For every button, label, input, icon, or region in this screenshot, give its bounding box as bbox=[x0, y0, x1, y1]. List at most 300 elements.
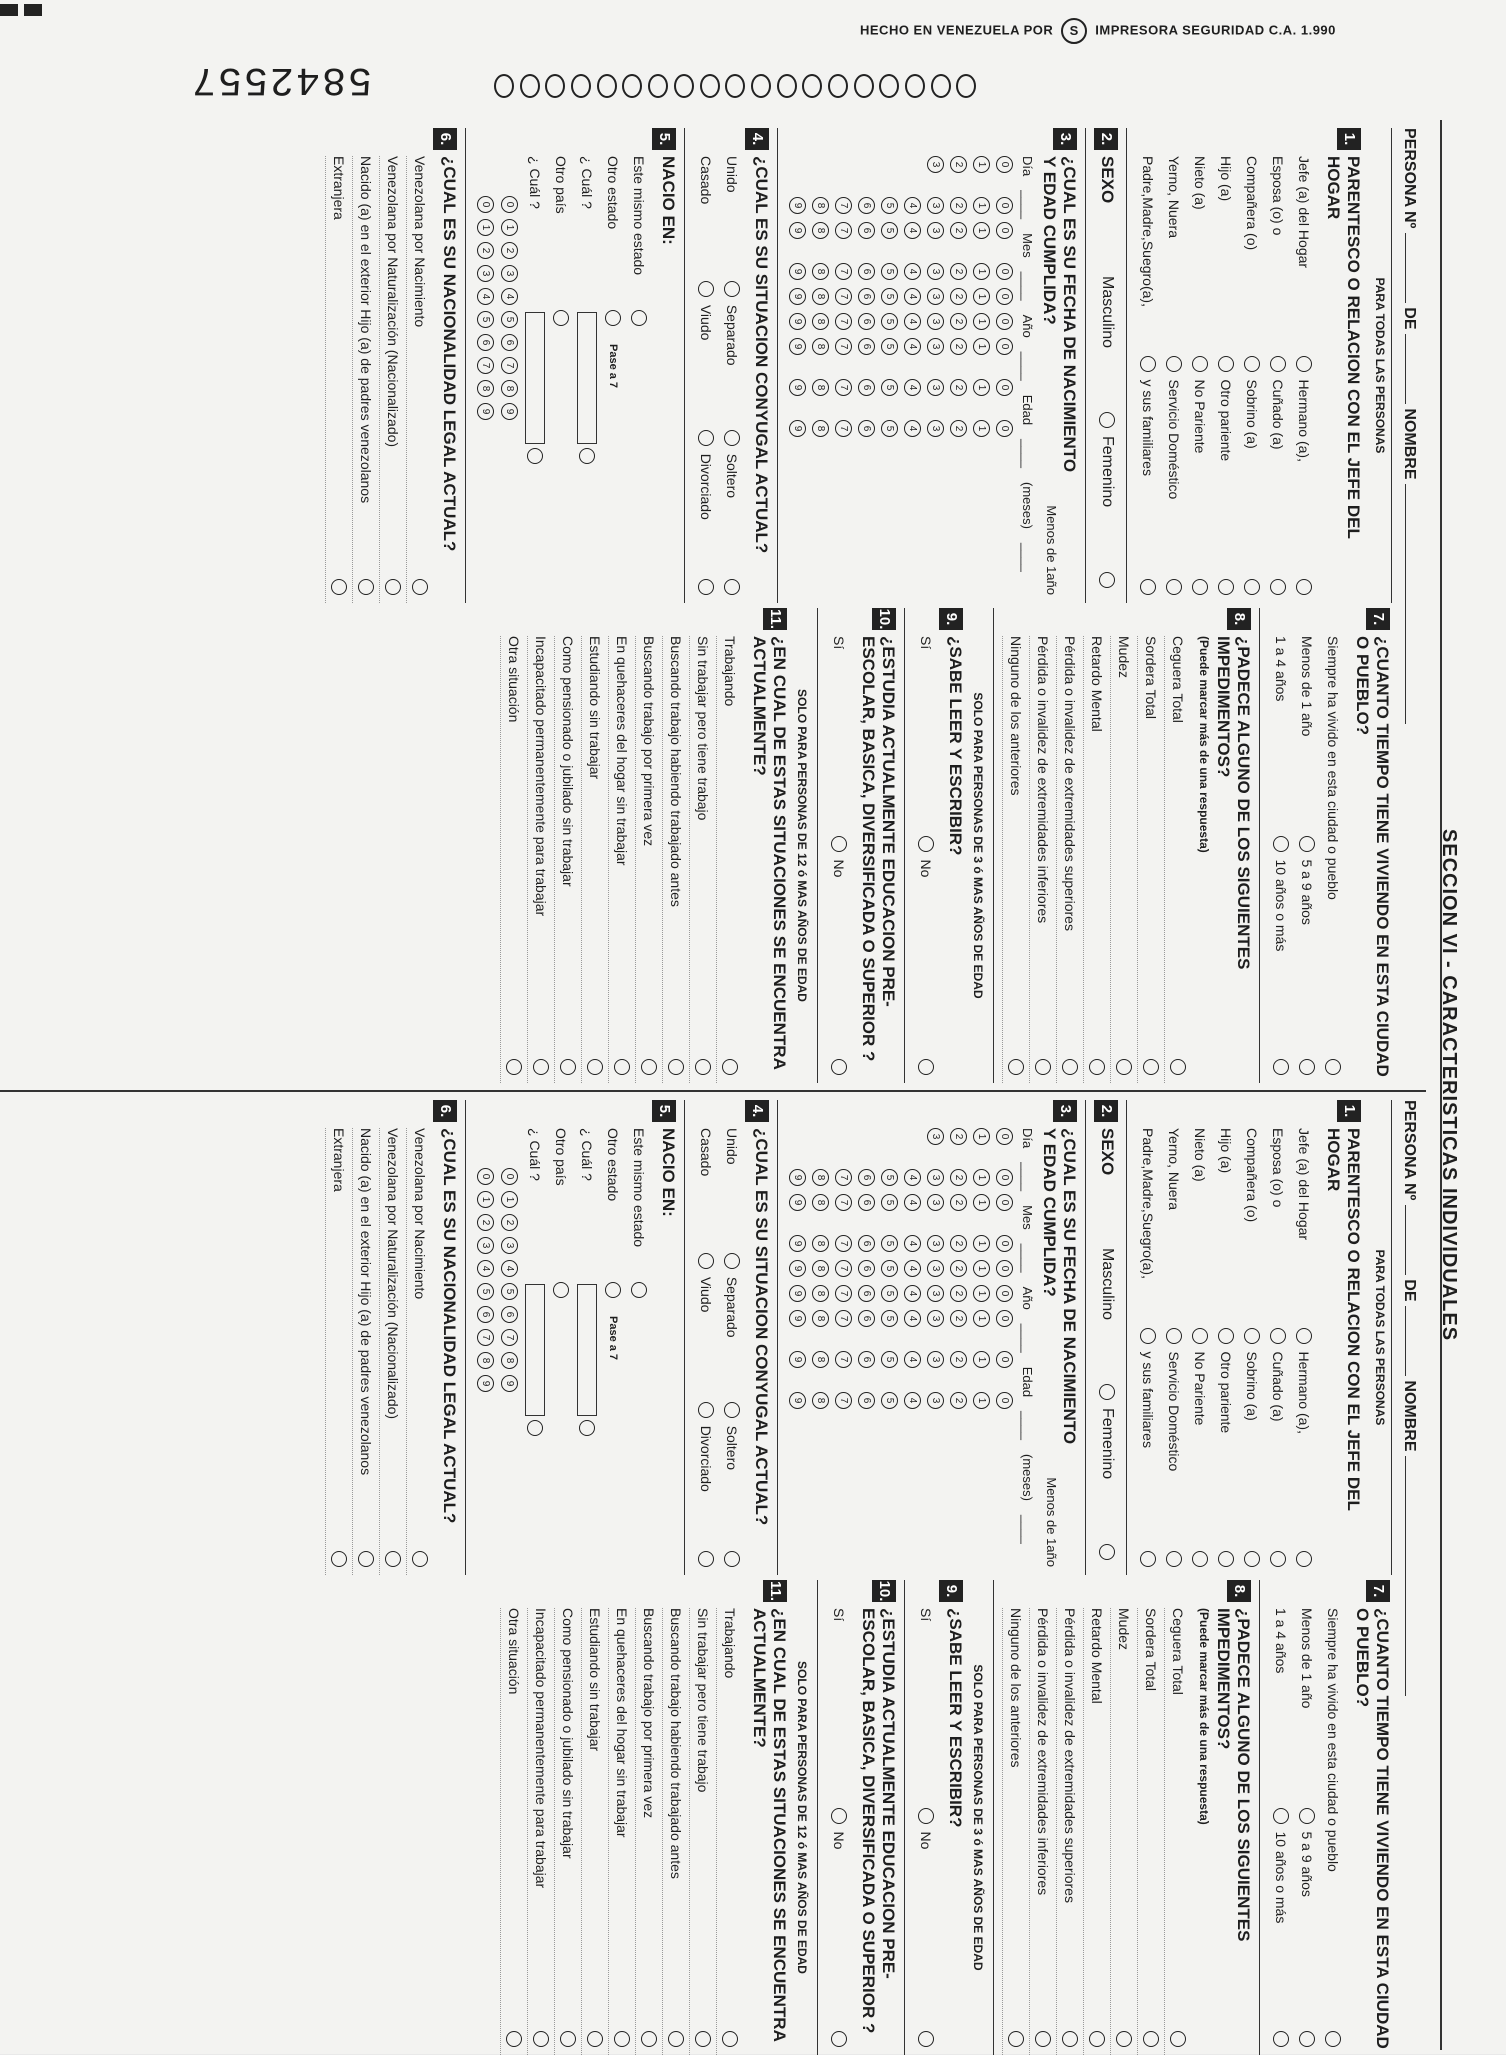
relationship-option[interactable] bbox=[1244, 380, 1260, 604]
relationship-option[interactable] bbox=[1192, 156, 1208, 380]
answer-bubble[interactable] bbox=[1089, 1059, 1105, 1075]
relationship-option[interactable] bbox=[1218, 1128, 1234, 1352]
digit-bubble[interactable]: 9 bbox=[789, 1310, 806, 1327]
digit-bubble[interactable]: 2 bbox=[478, 1214, 495, 1231]
digit-bubble[interactable]: 9 bbox=[789, 1169, 806, 1186]
digit-bubble[interactable]: 7 bbox=[835, 1260, 852, 1277]
digit-bubble[interactable]: 2 bbox=[502, 242, 519, 259]
answer-bubble[interactable] bbox=[831, 1059, 847, 1075]
nationality-option[interactable] bbox=[331, 156, 347, 603]
digit-bubble[interactable]: 8 bbox=[812, 420, 829, 437]
answer-bubble[interactable] bbox=[1192, 1328, 1208, 1344]
answer-bubble[interactable] bbox=[1170, 2031, 1186, 2047]
answer-bubble[interactable] bbox=[358, 1551, 374, 1567]
marital-option[interactable] bbox=[698, 156, 714, 305]
yes-no-option[interactable] bbox=[918, 1832, 934, 2055]
residence-time-option[interactable] bbox=[1299, 636, 1315, 860]
answer-bubble[interactable] bbox=[724, 579, 740, 595]
yes-no-option[interactable] bbox=[831, 860, 847, 1084]
work-situation-option[interactable] bbox=[722, 636, 738, 1083]
digit-bubble[interactable]: 3 bbox=[927, 313, 944, 330]
digit-bubble[interactable]: 5 bbox=[881, 222, 898, 239]
digit-bubble[interactable]: 4 bbox=[904, 288, 921, 305]
digit-bubble[interactable]: 7 bbox=[835, 1235, 852, 1252]
impediment-option[interactable] bbox=[1116, 1608, 1132, 2055]
digit-bubble[interactable]: 1 bbox=[973, 1128, 990, 1145]
digit-bubble[interactable]: 7 bbox=[478, 1329, 495, 1346]
digit-bubble[interactable]: 0 bbox=[996, 222, 1013, 239]
relationship-option[interactable] bbox=[1270, 156, 1286, 380]
marital-option[interactable] bbox=[724, 1277, 740, 1426]
digit-bubble[interactable]: 9 bbox=[478, 1375, 495, 1392]
digit-bubble[interactable]: 9 bbox=[789, 379, 806, 396]
digit-bubble[interactable]: 3 bbox=[502, 1237, 519, 1254]
digit-bubble[interactable]: 7 bbox=[502, 357, 519, 374]
digit-bubble[interactable]: 1 bbox=[973, 288, 990, 305]
digit-bubble[interactable]: 3 bbox=[927, 379, 944, 396]
relationship-option[interactable] bbox=[1140, 156, 1156, 380]
answer-bubble[interactable] bbox=[698, 430, 714, 446]
digit-bubble[interactable]: 5 bbox=[881, 338, 898, 355]
digit-bubble[interactable]: 1 bbox=[502, 1191, 519, 1208]
answer-bubble[interactable] bbox=[698, 281, 714, 297]
work-situation-option[interactable] bbox=[506, 1608, 522, 2055]
digit-bubble[interactable]: 4 bbox=[478, 288, 495, 305]
marital-option[interactable] bbox=[698, 1277, 714, 1426]
digit-bubble[interactable]: 4 bbox=[904, 222, 921, 239]
marital-option[interactable] bbox=[724, 454, 740, 603]
relationship-option[interactable] bbox=[1244, 156, 1260, 380]
digit-bubble[interactable]: 1 bbox=[973, 1194, 990, 1211]
answer-bubble[interactable] bbox=[631, 1282, 647, 1298]
impediment-option[interactable] bbox=[1008, 1608, 1024, 2055]
relationship-option[interactable] bbox=[1166, 1128, 1182, 1352]
digit-bubble[interactable]: 4 bbox=[502, 1260, 519, 1277]
digit-bubble[interactable]: 7 bbox=[835, 1351, 852, 1368]
digit-bubble[interactable]: 9 bbox=[789, 1392, 806, 1409]
work-situation-option[interactable] bbox=[695, 636, 711, 1083]
answer-bubble[interactable] bbox=[1143, 2031, 1159, 2047]
digit-bubble[interactable]: 4 bbox=[904, 379, 921, 396]
digit-bubble[interactable]: 2 bbox=[950, 1169, 967, 1186]
digit-bubble[interactable]: 8 bbox=[812, 379, 829, 396]
digit-bubble[interactable]: 5 bbox=[881, 420, 898, 437]
answer-bubble[interactable] bbox=[1143, 1059, 1159, 1075]
impediment-option[interactable] bbox=[1035, 1608, 1051, 2055]
relationship-option[interactable] bbox=[1140, 1128, 1156, 1352]
relationship-option[interactable] bbox=[1270, 1352, 1286, 1576]
digit-bubble[interactable]: 5 bbox=[881, 1392, 898, 1409]
digit-bubble[interactable]: 1 bbox=[973, 1351, 990, 1368]
answer-bubble[interactable] bbox=[533, 2031, 549, 2047]
digit-bubble[interactable]: 2 bbox=[950, 1310, 967, 1327]
answer-bubble[interactable] bbox=[1116, 1059, 1132, 1075]
digit-bubble[interactable]: 2 bbox=[950, 1260, 967, 1277]
relationship-option[interactable] bbox=[1140, 380, 1156, 604]
digit-bubble[interactable]: 1 bbox=[478, 219, 495, 236]
digit-bubble[interactable]: 7 bbox=[835, 379, 852, 396]
digit-bubble[interactable]: 0 bbox=[502, 1168, 519, 1185]
marital-option[interactable] bbox=[724, 1128, 740, 1277]
yes-no-option[interactable] bbox=[918, 860, 934, 1084]
nationality-option[interactable] bbox=[358, 156, 374, 603]
digit-bubble[interactable]: 3 bbox=[927, 222, 944, 239]
digit-bubble[interactable]: 1 bbox=[973, 1285, 990, 1302]
impediment-option[interactable] bbox=[1089, 636, 1105, 1083]
yes-no-option[interactable] bbox=[831, 1832, 847, 2055]
option-masculino[interactable] bbox=[1098, 1248, 1116, 1408]
impediment-option[interactable] bbox=[1008, 636, 1024, 1083]
digit-bubble[interactable]: 2 bbox=[950, 1392, 967, 1409]
marital-option[interactable] bbox=[698, 454, 714, 603]
digit-bubble[interactable]: 1 bbox=[973, 156, 990, 173]
digit-bubble[interactable]: 8 bbox=[812, 197, 829, 214]
digit-bubble[interactable]: 1 bbox=[973, 1169, 990, 1186]
digit-bubble[interactable]: 5 bbox=[478, 311, 495, 328]
answer-bubble[interactable] bbox=[1166, 1328, 1182, 1344]
residence-time-option[interactable] bbox=[1325, 1608, 1341, 2055]
answer-bubble[interactable] bbox=[1166, 1551, 1182, 1567]
answer-bubble[interactable] bbox=[1062, 1059, 1078, 1075]
impediment-option[interactable] bbox=[1062, 636, 1078, 1083]
digit-bubble[interactable]: 7 bbox=[835, 288, 852, 305]
digit-bubble[interactable]: 3 bbox=[927, 1194, 944, 1211]
digit-bubble[interactable]: 9 bbox=[789, 420, 806, 437]
answer-bubble[interactable] bbox=[614, 1059, 630, 1075]
marital-option[interactable] bbox=[724, 1426, 740, 1575]
digit-bubble[interactable]: 5 bbox=[881, 197, 898, 214]
digit-bubble[interactable]: 9 bbox=[789, 338, 806, 355]
digit-bubble[interactable]: 6 bbox=[478, 334, 495, 351]
digit-bubble[interactable]: 7 bbox=[835, 1392, 852, 1409]
digit-bubble[interactable]: 8 bbox=[812, 1235, 829, 1252]
answer-bubble[interactable] bbox=[1273, 836, 1289, 852]
answer-bubble[interactable] bbox=[1192, 579, 1208, 595]
digit-bubble[interactable]: 0 bbox=[996, 338, 1013, 355]
digit-bubble[interactable]: 3 bbox=[927, 1351, 944, 1368]
persona-number-field[interactable] bbox=[1405, 1205, 1422, 1275]
digit-bubble[interactable]: 8 bbox=[812, 1351, 829, 1368]
answer-bubble[interactable] bbox=[1140, 356, 1156, 372]
digit-bubble[interactable]: 0 bbox=[996, 1128, 1013, 1145]
digit-bubble[interactable]: 8 bbox=[812, 338, 829, 355]
answer-bubble[interactable] bbox=[1035, 2031, 1051, 2047]
work-situation-option[interactable] bbox=[641, 636, 657, 1083]
digit-bubble[interactable]: 6 bbox=[858, 1351, 875, 1368]
nationality-option[interactable] bbox=[358, 1128, 374, 1575]
persona-number-field[interactable] bbox=[1405, 233, 1422, 303]
answer-bubble[interactable] bbox=[1325, 1059, 1341, 1075]
digit-bubble[interactable]: 3 bbox=[927, 1310, 944, 1327]
work-situation-option[interactable] bbox=[668, 1608, 684, 2055]
digit-bubble[interactable]: 0 bbox=[996, 288, 1013, 305]
answer-bubble[interactable] bbox=[641, 2031, 657, 2047]
answer-bubble[interactable] bbox=[527, 448, 543, 464]
digit-bubble[interactable]: 8 bbox=[812, 1260, 829, 1277]
digit-bubble[interactable]: 6 bbox=[858, 1285, 875, 1302]
answer-bubble[interactable] bbox=[385, 579, 401, 595]
digit-bubble[interactable]: 2 bbox=[950, 1351, 967, 1368]
digit-bubble[interactable]: 6 bbox=[502, 1306, 519, 1323]
answer-bubble[interactable] bbox=[641, 1059, 657, 1075]
answer-bubble[interactable] bbox=[1299, 1059, 1315, 1075]
digit-bubble[interactable]: 0 bbox=[996, 420, 1013, 437]
digit-bubble[interactable]: 9 bbox=[478, 403, 495, 420]
digit-bubble[interactable]: 1 bbox=[973, 1310, 990, 1327]
answer-bubble[interactable] bbox=[1244, 1551, 1260, 1567]
answer-bubble[interactable] bbox=[560, 1059, 576, 1075]
digit-bubble[interactable]: 8 bbox=[502, 380, 519, 397]
digit-bubble[interactable]: 1 bbox=[973, 420, 990, 437]
answer-bubble[interactable] bbox=[1170, 1059, 1186, 1075]
work-situation-option[interactable] bbox=[506, 636, 522, 1083]
impediment-option[interactable] bbox=[1170, 1608, 1186, 2055]
digit-bubble[interactable]: 2 bbox=[950, 222, 967, 239]
digit-bubble[interactable]: 2 bbox=[478, 242, 495, 259]
digit-bubble[interactable]: 5 bbox=[881, 1235, 898, 1252]
digit-bubble[interactable]: 9 bbox=[789, 1351, 806, 1368]
digit-bubble[interactable]: 4 bbox=[904, 1392, 921, 1409]
digit-bubble[interactable]: 4 bbox=[904, 1169, 921, 1186]
nationality-option[interactable] bbox=[385, 1128, 401, 1575]
relationship-option[interactable] bbox=[1270, 380, 1286, 604]
digit-bubble[interactable]: 1 bbox=[973, 313, 990, 330]
digit-bubble[interactable]: 5 bbox=[881, 1169, 898, 1186]
relationship-option[interactable] bbox=[1296, 1352, 1312, 1576]
digit-bubble[interactable]: 8 bbox=[812, 313, 829, 330]
digit-bubble[interactable]: 8 bbox=[478, 380, 495, 397]
answer-bubble[interactable] bbox=[1099, 572, 1115, 588]
work-situation-option[interactable] bbox=[614, 1608, 630, 2055]
digit-bubble[interactable]: 4 bbox=[904, 1194, 921, 1211]
marital-option[interactable] bbox=[724, 305, 740, 454]
residence-time-option[interactable] bbox=[1325, 636, 1341, 1083]
digit-bubble[interactable]: 9 bbox=[502, 1375, 519, 1392]
digit-bubble[interactable]: 6 bbox=[858, 1392, 875, 1409]
answer-bubble[interactable] bbox=[831, 2031, 847, 2047]
relationship-option[interactable] bbox=[1192, 380, 1208, 604]
digit-bubble[interactable]: 2 bbox=[950, 313, 967, 330]
answer-bubble[interactable] bbox=[527, 1420, 543, 1436]
digit-bubble[interactable]: 0 bbox=[996, 197, 1013, 214]
digit-bubble[interactable]: 7 bbox=[835, 338, 852, 355]
residence-time-option[interactable] bbox=[1273, 1608, 1289, 1832]
answer-bubble[interactable] bbox=[579, 1420, 595, 1436]
digit-bubble[interactable]: 0 bbox=[996, 1235, 1013, 1252]
digit-bubble[interactable]: 4 bbox=[904, 1285, 921, 1302]
digit-bubble[interactable]: 8 bbox=[812, 222, 829, 239]
answer-bubble[interactable] bbox=[724, 1551, 740, 1567]
nationality-option[interactable] bbox=[412, 156, 428, 603]
digit-bubble[interactable]: 0 bbox=[478, 196, 495, 213]
impediment-option[interactable] bbox=[1143, 1608, 1159, 2055]
digit-bubble[interactable]: 6 bbox=[502, 334, 519, 351]
digit-bubble[interactable]: 8 bbox=[812, 263, 829, 280]
digit-bubble[interactable]: 8 bbox=[812, 1169, 829, 1186]
digit-bubble[interactable]: 4 bbox=[478, 1260, 495, 1277]
answer-bubble[interactable] bbox=[918, 1059, 934, 1075]
marital-option[interactable] bbox=[724, 156, 740, 305]
answer-bubble[interactable] bbox=[698, 579, 714, 595]
digit-bubble[interactable]: 4 bbox=[904, 420, 921, 437]
impediment-option[interactable] bbox=[1170, 636, 1186, 1083]
answer-bubble[interactable] bbox=[358, 579, 374, 595]
impediment-option[interactable] bbox=[1062, 1608, 1078, 2055]
cual-input[interactable] bbox=[525, 312, 545, 444]
answer-bubble[interactable] bbox=[1273, 1059, 1289, 1075]
digit-bubble[interactable]: 1 bbox=[502, 219, 519, 236]
digit-bubble[interactable]: 6 bbox=[858, 1169, 875, 1186]
answer-bubble[interactable] bbox=[724, 1402, 740, 1418]
digit-bubble[interactable]: 0 bbox=[996, 1194, 1013, 1211]
digit-bubble[interactable]: 2 bbox=[950, 379, 967, 396]
work-situation-option[interactable] bbox=[668, 636, 684, 1083]
digit-bubble[interactable]: 1 bbox=[973, 1235, 990, 1252]
answer-bubble[interactable] bbox=[1299, 1808, 1315, 1824]
digit-bubble[interactable]: 1 bbox=[973, 1260, 990, 1277]
digit-bubble[interactable]: 3 bbox=[927, 197, 944, 214]
digit-bubble[interactable]: 9 bbox=[789, 313, 806, 330]
digit-bubble[interactable]: 5 bbox=[881, 379, 898, 396]
digit-bubble[interactable]: 3 bbox=[927, 288, 944, 305]
digit-bubble[interactable]: 4 bbox=[904, 338, 921, 355]
answer-bubble[interactable] bbox=[1296, 356, 1312, 372]
digit-bubble[interactable]: 9 bbox=[789, 1260, 806, 1277]
relationship-option[interactable] bbox=[1270, 1128, 1286, 1352]
digit-bubble[interactable]: 4 bbox=[904, 1310, 921, 1327]
digit-bubble[interactable]: 6 bbox=[858, 420, 875, 437]
digit-bubble[interactable]: 3 bbox=[927, 263, 944, 280]
digit-bubble[interactable]: 3 bbox=[927, 1392, 944, 1409]
digit-bubble[interactable]: 6 bbox=[858, 222, 875, 239]
digit-bubble[interactable]: 7 bbox=[502, 1329, 519, 1346]
digit-bubble[interactable]: 4 bbox=[502, 288, 519, 305]
answer-bubble[interactable] bbox=[668, 2031, 684, 2047]
answer-bubble[interactable] bbox=[1166, 579, 1182, 595]
digit-bubble[interactable]: 9 bbox=[789, 222, 806, 239]
work-situation-option[interactable] bbox=[587, 1608, 603, 2055]
digit-bubble[interactable]: 6 bbox=[858, 1260, 875, 1277]
option-femenino[interactable] bbox=[1098, 436, 1116, 596]
digit-bubble[interactable]: 6 bbox=[858, 263, 875, 280]
digit-bubble[interactable]: 7 bbox=[478, 357, 495, 374]
digit-bubble[interactable]: 8 bbox=[812, 1194, 829, 1211]
answer-bubble[interactable] bbox=[668, 1059, 684, 1075]
answer-bubble[interactable] bbox=[579, 448, 595, 464]
answer-bubble[interactable] bbox=[722, 1059, 738, 1075]
marital-option[interactable] bbox=[698, 305, 714, 454]
answer-bubble[interactable] bbox=[560, 2031, 576, 2047]
answer-bubble[interactable] bbox=[614, 2031, 630, 2047]
relationship-option[interactable] bbox=[1218, 1352, 1234, 1576]
answer-bubble[interactable] bbox=[587, 2031, 603, 2047]
impediment-option[interactable] bbox=[1116, 636, 1132, 1083]
answer-bubble[interactable] bbox=[533, 1059, 549, 1075]
residence-time-option[interactable] bbox=[1273, 1832, 1289, 2055]
digit-bubble[interactable]: 9 bbox=[789, 263, 806, 280]
digit-bubble[interactable]: 0 bbox=[996, 156, 1013, 173]
answer-bubble[interactable] bbox=[1035, 1059, 1051, 1075]
relationship-option[interactable] bbox=[1218, 156, 1234, 380]
relationship-option[interactable] bbox=[1244, 1128, 1260, 1352]
answer-bubble[interactable] bbox=[695, 2031, 711, 2047]
digit-bubble[interactable]: 9 bbox=[502, 403, 519, 420]
nationality-option[interactable] bbox=[331, 1128, 347, 1575]
digit-bubble[interactable]: 2 bbox=[950, 420, 967, 437]
digit-bubble[interactable]: 3 bbox=[927, 1285, 944, 1302]
answer-bubble[interactable] bbox=[1244, 356, 1260, 372]
digit-bubble[interactable]: 1 bbox=[973, 379, 990, 396]
work-situation-option[interactable] bbox=[560, 1608, 576, 2055]
relationship-option[interactable] bbox=[1244, 1352, 1260, 1576]
work-situation-option[interactable] bbox=[587, 636, 603, 1083]
marital-option[interactable] bbox=[698, 1128, 714, 1277]
persona-total-field[interactable] bbox=[1405, 1306, 1422, 1376]
cual-input[interactable] bbox=[525, 1284, 545, 1416]
digit-bubble[interactable]: 0 bbox=[996, 313, 1013, 330]
answer-bubble[interactable] bbox=[1244, 579, 1260, 595]
impediment-option[interactable] bbox=[1143, 636, 1159, 1083]
marital-option[interactable] bbox=[698, 1426, 714, 1575]
yes-no-option[interactable] bbox=[831, 636, 847, 860]
digit-bubble[interactable]: 1 bbox=[973, 263, 990, 280]
answer-bubble[interactable] bbox=[724, 1253, 740, 1269]
digit-bubble[interactable]: 2 bbox=[950, 263, 967, 280]
answer-bubble[interactable] bbox=[698, 1253, 714, 1269]
digit-bubble[interactable]: 2 bbox=[950, 1285, 967, 1302]
work-situation-option[interactable] bbox=[722, 1608, 738, 2055]
answer-bubble[interactable] bbox=[1273, 1808, 1289, 1824]
answer-bubble[interactable] bbox=[412, 579, 428, 595]
digit-bubble[interactable]: 2 bbox=[950, 156, 967, 173]
digit-bubble[interactable]: 0 bbox=[478, 1168, 495, 1185]
relationship-option[interactable] bbox=[1192, 1128, 1208, 1352]
digit-bubble[interactable]: 6 bbox=[858, 1194, 875, 1211]
digit-bubble[interactable]: 5 bbox=[881, 1351, 898, 1368]
answer-bubble[interactable] bbox=[1008, 2031, 1024, 2047]
digit-bubble[interactable]: 6 bbox=[858, 313, 875, 330]
digit-bubble[interactable]: 0 bbox=[996, 1392, 1013, 1409]
answer-bubble[interactable] bbox=[331, 579, 347, 595]
digit-bubble[interactable]: 5 bbox=[881, 1194, 898, 1211]
answer-bubble[interactable] bbox=[1116, 2031, 1132, 2047]
digit-bubble[interactable]: 1 bbox=[478, 1191, 495, 1208]
digit-bubble[interactable]: 2 bbox=[502, 1214, 519, 1231]
digit-bubble[interactable]: 7 bbox=[835, 313, 852, 330]
digit-bubble[interactable]: 5 bbox=[881, 313, 898, 330]
answer-bubble[interactable] bbox=[506, 2031, 522, 2047]
digit-bubble[interactable]: 8 bbox=[812, 1392, 829, 1409]
answer-bubble[interactable] bbox=[1062, 2031, 1078, 2047]
digit-bubble[interactable]: 6 bbox=[858, 338, 875, 355]
digit-bubble[interactable]: 4 bbox=[904, 197, 921, 214]
answer-bubble[interactable] bbox=[831, 836, 847, 852]
digit-bubble[interactable]: 7 bbox=[835, 420, 852, 437]
answer-bubble[interactable] bbox=[605, 310, 621, 326]
digit-bubble[interactable]: 7 bbox=[835, 197, 852, 214]
option-femenino[interactable] bbox=[1098, 1408, 1116, 1568]
digit-bubble[interactable]: 3 bbox=[502, 265, 519, 282]
answer-bubble[interactable] bbox=[1296, 1551, 1312, 1567]
digit-bubble[interactable]: 1 bbox=[973, 1392, 990, 1409]
digit-bubble[interactable]: 5 bbox=[881, 1285, 898, 1302]
yes-no-option[interactable] bbox=[918, 1608, 934, 1832]
relationship-option[interactable] bbox=[1140, 1352, 1156, 1576]
digit-bubble[interactable]: 6 bbox=[858, 288, 875, 305]
answer-bubble[interactable] bbox=[1270, 356, 1286, 372]
answer-bubble[interactable] bbox=[1218, 1328, 1234, 1344]
digit-bubble[interactable]: 6 bbox=[858, 1310, 875, 1327]
